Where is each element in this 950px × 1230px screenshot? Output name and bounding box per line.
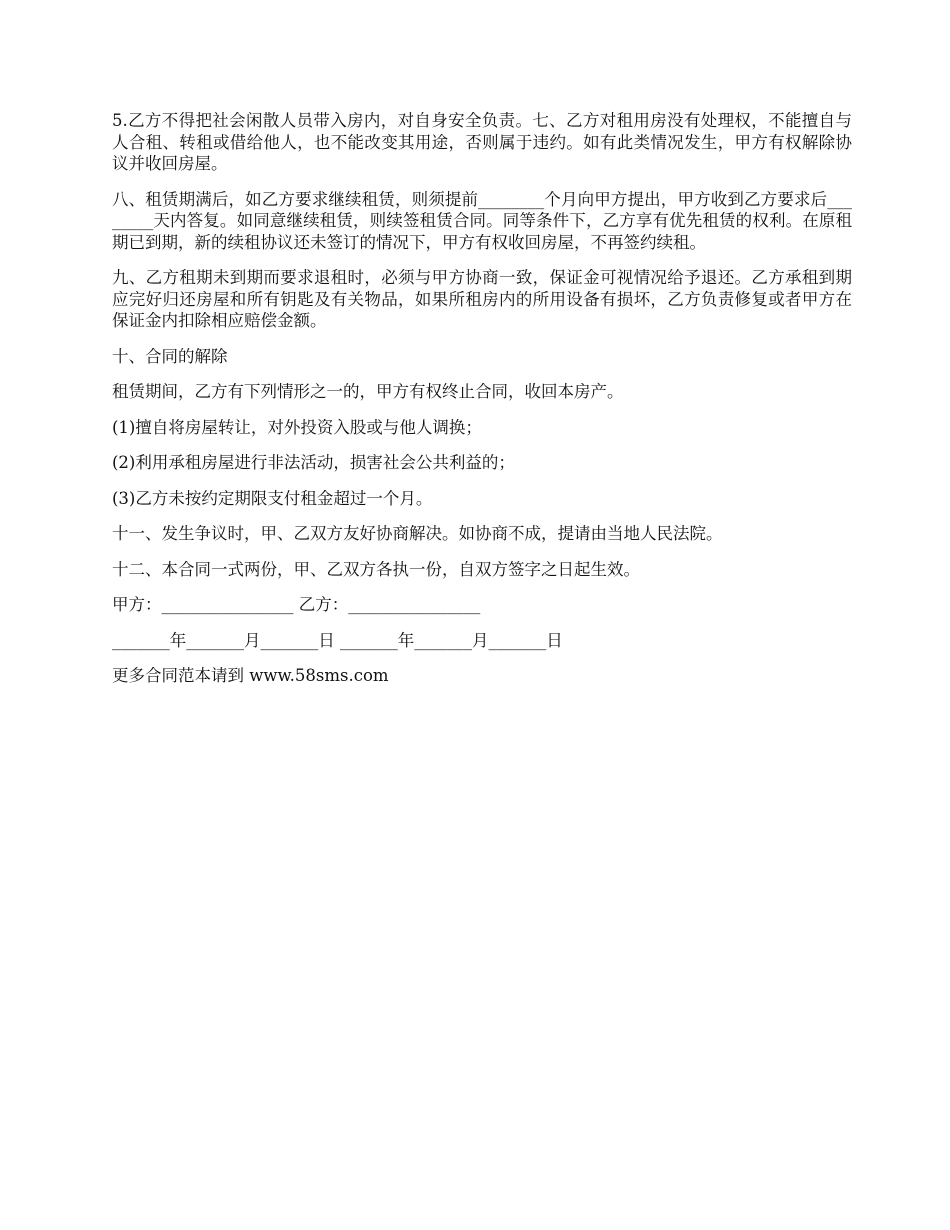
date-line: _______年_______月_______日 _______年_______月_______日 xyxy=(112,630,563,650)
termination-item-2: (2)利用承租房屋进行非法活动，损害社会公共利益的； xyxy=(112,453,515,472)
termination-item-1: (1)擅自将房屋转让，对外投资入股或与他人调换； xyxy=(112,417,482,437)
clause-paragraph-9: 九、乙方租期未到期而要求退租时，必须与甲方协商一致，保证金可视情况给予退还。乙方承租到期应完好归还房屋和所有钥匙及有关物品，如果所租房内的所用设备有损坏，乙方负责修复或者甲方在保证金内扣除相应赔偿金额。 xyxy=(112,268,852,330)
clause-paragraph-1: 5.乙方不得把社会闲散人员带入房内，对自身安全负责。七、乙方对租用房没有处理权，不能擅自与人合租、转租或借给他人，也不能改变其用途，否则属于违约。如有此类情况发生，甲方有权解除协议并收回房屋。 xyxy=(112,111,852,173)
clause-heading-10: 十、合同的解除 xyxy=(112,346,228,366)
clause-paragraph-8: 八、租赁期满后，如乙方要求继续租赁，则须提前________个月向甲方提出，甲方收到乙方要求后________天内答复。如同意继续租赁，则续签租赁合同。同等条件下，乙方享有优先租赁的权利。在原租期已到期，新的续租协议还未签订的情况下，甲方有权收回房屋，不再签约续租。 xyxy=(112,189,852,252)
signature-line: 甲方：________________ 乙方：________________ xyxy=(112,595,481,614)
termination-intro: 租赁期间，乙方有下列情形之一的，甲方有权终止合同，收回本房产。 xyxy=(112,382,624,401)
footer-text: 更多合同范本请到 www.58sms.com xyxy=(112,666,389,685)
termination-item-3: (3)乙方未按约定期限支付租金超过一个月。 xyxy=(112,488,433,508)
clause-paragraph-11: 十一、发生争议时，甲、乙双方友好协商解决。如协商不成，提请由当地人民法院。 xyxy=(112,524,723,543)
contract-page xyxy=(112,110,852,701)
clause-paragraph-12: 十二、本合同一式两份，甲、乙双方各执一份，自双方签字之日起生效。 xyxy=(112,559,640,579)
